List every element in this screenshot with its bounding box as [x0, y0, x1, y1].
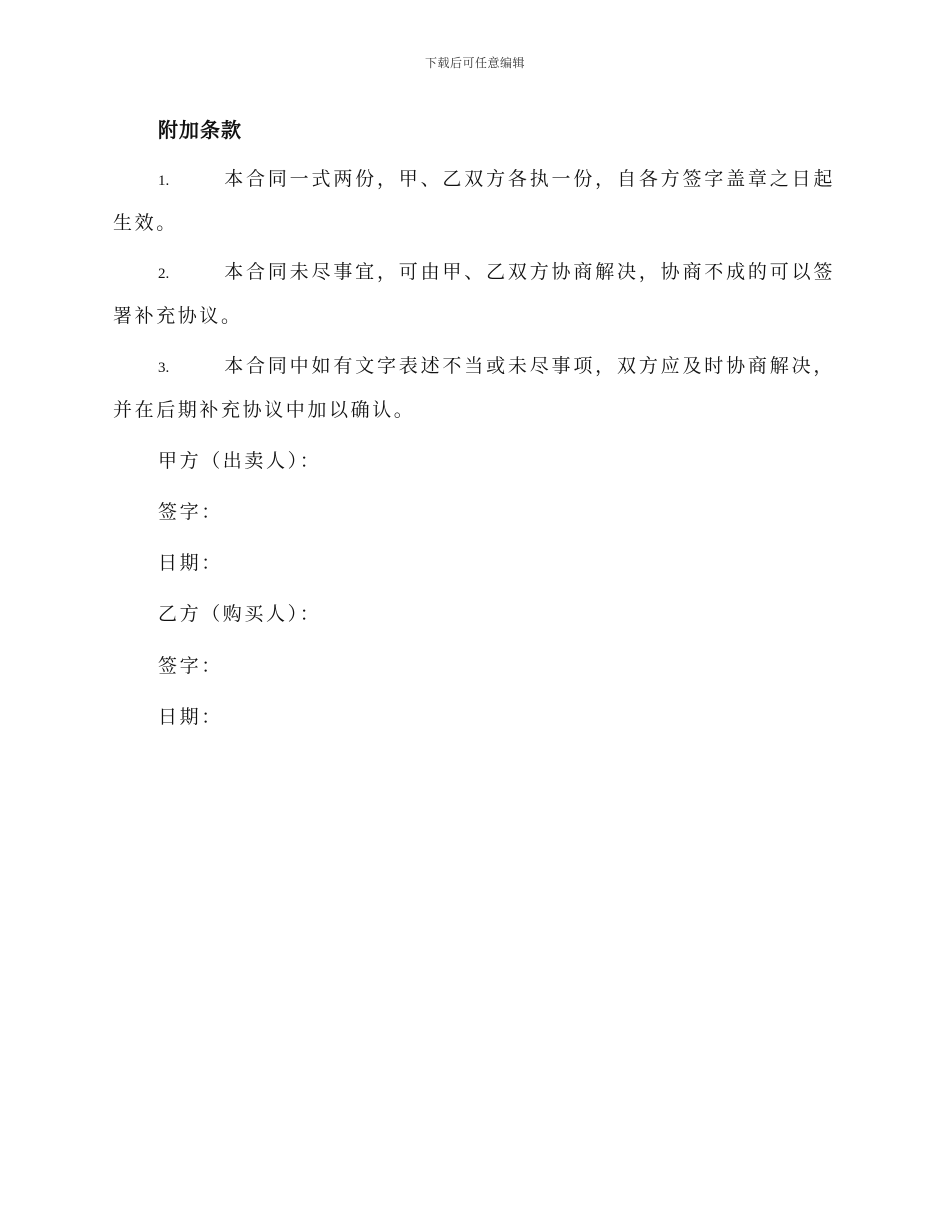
- section-title: 附加条款: [158, 118, 242, 142]
- clause-3-text: 本合同中如有文字表述不当或未尽事项，双方应及时协商解决，并在后期补充协议中加以确认。: [113, 355, 835, 421]
- party-b-label: 乙方（购买人）：: [158, 603, 322, 625]
- clause-1-text: 本合同一式两份，甲、乙双方各执一份，自各方签字盖章之日起生效。: [113, 168, 835, 234]
- clause-2: [113, 251, 835, 337]
- clause-2-text: 本合同未尽事宜，可由甲、乙双方协商解决，协商不成的可以签署补充协议。: [113, 261, 835, 327]
- party-a-date-label: 日期：: [158, 552, 223, 574]
- clause-3-number: 3.: [158, 360, 170, 376]
- clause-3: [113, 345, 835, 431]
- clause-2-number: 2.: [158, 266, 170, 282]
- party-b-date-label: 日期：: [158, 706, 223, 728]
- clause-1: [113, 158, 835, 244]
- party-b-signature-label: 签字：: [158, 655, 223, 677]
- header-note: 下载后可任意编辑: [424, 56, 525, 70]
- party-a-label: 甲方（出卖人）：: [158, 450, 322, 472]
- clause-1-number: 1.: [158, 173, 170, 189]
- party-a-signature-label: 签字：: [158, 501, 223, 523]
